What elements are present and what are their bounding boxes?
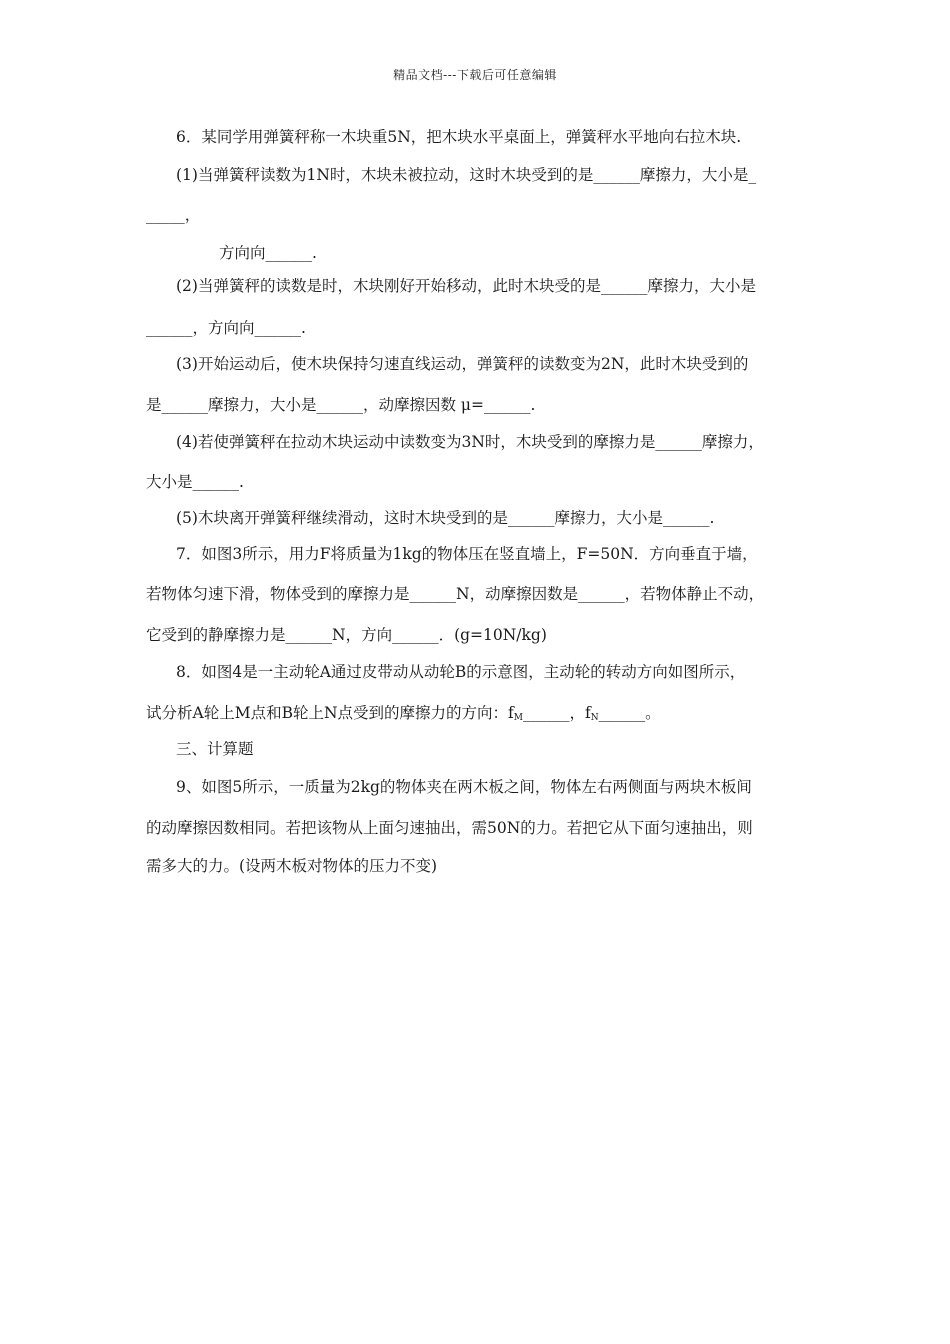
q6-part2-line2: ______，方向向______. bbox=[146, 319, 306, 337]
q9-line2: 的动摩擦因数相同。若把该物从上面匀速抽出，需50N的力。若把它从下面匀速抽出，则 bbox=[146, 819, 753, 837]
section-heading-calculation: 三、计算题 bbox=[176, 740, 254, 758]
q6-part5: (5)木块离开弹簧秤继续滑动，这时木块受到的是______摩擦力，大小是______. bbox=[176, 509, 715, 527]
q8-line1: 8．如图4是一主动轮A通过皮带动从动轮B的示意图，主动轮的转动方向如图所示， bbox=[176, 663, 746, 681]
q8-sub-m: M bbox=[513, 713, 523, 723]
q9-line1: 9、如图5所示，一质量为2kg的物体夹在两木板之间，物体左右两侧面与两块木板间 bbox=[176, 778, 752, 796]
q7-line1: 7．如图3所示，用力F将质量为1kg的物体压在竖直墙上，F=50N．方向垂直于墙， bbox=[176, 545, 758, 563]
q6-part2-line1: (2)当弹簧秤的读数是时，木块刚好开始移动，此时木块受的是______摩擦力，大小是 bbox=[176, 277, 756, 295]
q8-mid: ______，f bbox=[522, 704, 591, 722]
q8-line2 bbox=[146, 703, 661, 728]
q6-stem: 6．某同学用弹簧秤称一木块重5N，把木块水平桌面上，弹簧秤水平地向右拉木块. bbox=[176, 128, 742, 146]
q9-line3: 需多大的力。(设两木板对物体的压力不变) bbox=[146, 857, 438, 875]
q6-part1-line3: 方向向______. bbox=[219, 244, 317, 262]
q7-line3: 它受到的静摩擦力是______N，方向______．(g=10N/kg) bbox=[146, 626, 547, 644]
q8-prefix: 试分析A轮上M点和B轮上N点受到的摩擦力的方向：f bbox=[146, 704, 514, 722]
q6-part1-line2: _____， bbox=[146, 206, 201, 224]
q7-line2: 若物体匀速下滑，物体受到的摩擦力是______N，动摩擦因数是______，若物体静止不动， bbox=[146, 585, 765, 603]
page-header: 精品文档---下载后可任意编辑 bbox=[393, 68, 557, 82]
q6-part4-line2: 大小是______. bbox=[146, 473, 244, 491]
q8-sub-n: N bbox=[590, 713, 599, 723]
q6-part4-line1: (4)若使弹簧秤在拉动木块运动中读数变为3N时，木块受到的摩擦力是______摩擦力， bbox=[176, 433, 764, 451]
q8-suffix: ______。 bbox=[598, 704, 661, 722]
q6-part3-line1: (3)开始运动后，使木块保持匀速直线运动，弹簧秤的读数变为2N，此时木块受到的 bbox=[176, 355, 749, 373]
q6-part1-line1: (1)当弹簧秤读数为1N时，木块未被拉动，这时木块受到的是______摩擦力，大小是_ bbox=[176, 166, 757, 184]
q6-part3-line2: 是______摩擦力，大小是______，动摩擦因数 μ=______. bbox=[146, 396, 536, 414]
